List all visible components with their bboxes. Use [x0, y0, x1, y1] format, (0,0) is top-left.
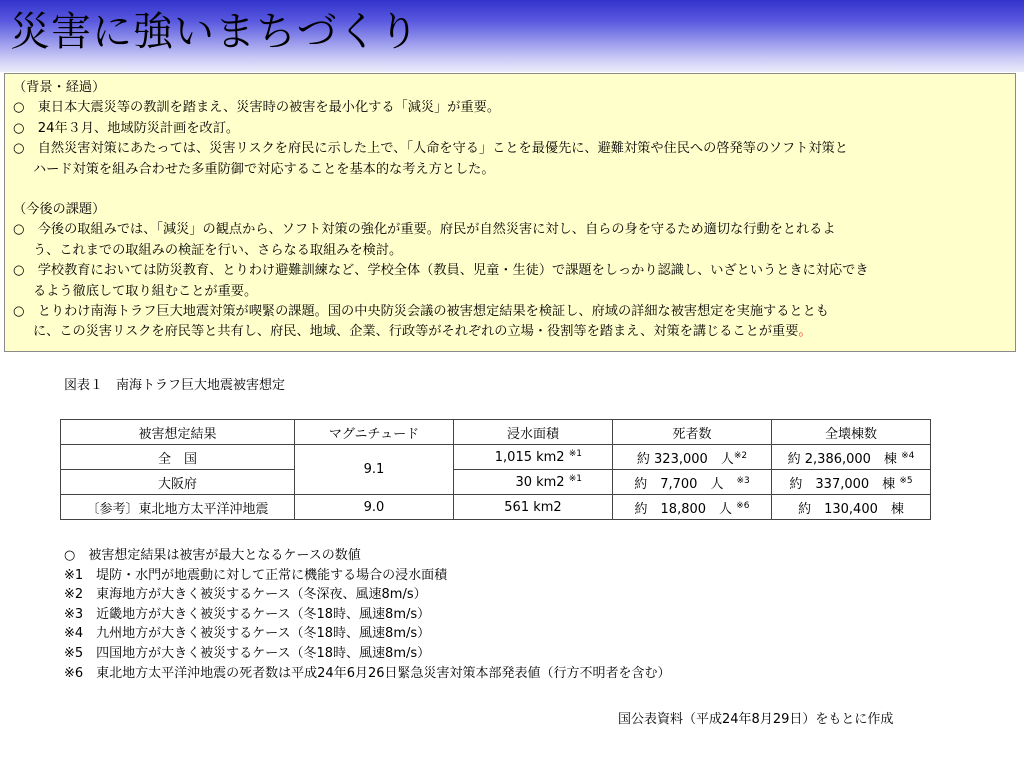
future-item-2-cont: るよう徹底して取り組むことが重要。: [33, 283, 258, 299]
row-deaths: 約 7,700 人 $^{※3}$: [613, 470, 772, 495]
background-item-3: ○ 自然災害対策にあたっては、災害リスクを府民に示した上で、「人命を守る」ことを最優先に、避難対策や住民への啓発等のソフト対策と: [13, 141, 848, 157]
row-magnitude: 9.0: [295, 495, 454, 520]
future-item-1-cont: う、これまでの取組みの検証を行い、さらなる取組みを検討。: [33, 242, 403, 258]
note-item: ※5 四国地方が大きく被災するケース（冬18時、風速8m/s）: [64, 645, 431, 661]
row-buildings: 約 130,400 棟: [772, 495, 931, 520]
background-heading: （背景・経過）: [13, 80, 106, 95]
header-area: 浸水面積: [454, 420, 613, 445]
future-heading: （今後の課題）: [13, 202, 106, 218]
table-row: [61, 445, 931, 470]
notes: [64, 546, 671, 683]
future-item-3-text: に、この災害リスクを府民等と共有し、府民、地域、企業、行政等がそれぞれの立場・役割等を踏まえ、対策を講じることが重要: [33, 324, 799, 340]
note-ref: ※5: [899, 475, 913, 486]
background-item-3-cont: ハード対策を組み合わせた多重防御で対応することを基本的な考え方とした。: [33, 161, 495, 177]
row-buildings: 約 337,000 棟 $^{※5}$: [772, 470, 931, 495]
note-item: ※4 九州地方が大きく被災するケース（冬18時、風速8m/s）: [64, 626, 431, 642]
row-name: 全 国: [61, 445, 295, 470]
note-item: ※2 東海地方が大きく被災するケース（冬深夜、風速8m/s）: [64, 587, 427, 603]
figure-caption: 図表１ 南海トラフ巨大地震被害想定: [64, 378, 286, 393]
row-area: 561 km2: [454, 495, 613, 520]
future-item-1: ○ 今後の取組みでは、「減災」の観点から、ソフト対策の強化が重要。府民が自然災害に対し、自らの身を守るため適切な行動をとれるよ: [13, 222, 836, 238]
row-deaths: 約 323,000 人$^{※2}$: [613, 445, 772, 470]
damage-table: [60, 419, 931, 520]
row-area: 30 km2 $^{※1}$: [454, 470, 613, 495]
table-row: [61, 495, 931, 520]
page-title: 災害に強いまちづくり: [10, 9, 420, 55]
row-area: 1,015 km2 $^{※1}$: [454, 445, 613, 470]
row-name: 大阪府: [61, 470, 295, 495]
header-magnitude: マグニチュード: [295, 420, 454, 445]
header-deaths: 死者数: [613, 420, 772, 445]
row-buildings: 約 2,386,000 棟 $^{※4}$: [772, 445, 931, 470]
source-note: 国公表資料（平成24年8月29日）をもとに作成: [618, 712, 894, 727]
note-item: ○ 被害想定結果は被害が最大となるケースの数値: [64, 548, 361, 563]
background-item-1: ○ 東日本大震災等の教訓を踏まえ、災害時の被害を最小化する「減災」が重要。: [13, 100, 501, 116]
background-item-2: ○ 24年３月、地域防災計画を改訂。: [13, 120, 240, 136]
row-magnitude: 9.1: [295, 445, 454, 495]
info-box: [4, 73, 1016, 352]
title-bar: [0, 0, 1024, 72]
row-name: 〔参考〕東北地方太平洋沖地震: [61, 495, 295, 520]
future-item-3: ○ とりわけ南海トラフ巨大地震対策が喫緊の課題。国の中央防災会議の被害想定結果を検証し、府域の詳細な被害想定を実施するととも: [13, 304, 829, 320]
note-ref: ※1: [568, 449, 582, 459]
note-ref: ※1: [568, 474, 582, 484]
note-ref: ※3: [736, 475, 750, 486]
note-item: ※3 近畿地方が大きく被災するケース（冬18時、風速8m/s）: [64, 606, 431, 622]
table-row: [61, 470, 931, 495]
future-item-2: ○ 学校教育においては防災教育、とりわけ避難訓練など、学校全体（教員、児童・生徒）で課題をしっかり認識し、いざというときに対応でき: [13, 263, 869, 279]
note-ref: ※4: [901, 450, 915, 461]
note-item: ※6 東北地方太平洋沖地震の死者数は平成24年6月26日緊急災害対策本部発表値（行方不明者を含む）: [64, 665, 671, 681]
header-buildings: 全壊棟数: [772, 420, 931, 445]
future-item-3-cont: [13, 322, 1005, 342]
header-result: 被害想定結果: [61, 420, 295, 445]
note-ref: ※6: [736, 500, 750, 511]
note-ref: ※2: [733, 450, 748, 461]
note-item: ※1 堤防・水門が地震動に対して正常に機能する場合の浸水面積: [64, 567, 448, 583]
red-period: 。: [798, 324, 812, 340]
row-deaths: 約 18,800 人 $^{※6}$: [613, 495, 772, 520]
table-header-row: [61, 420, 931, 445]
